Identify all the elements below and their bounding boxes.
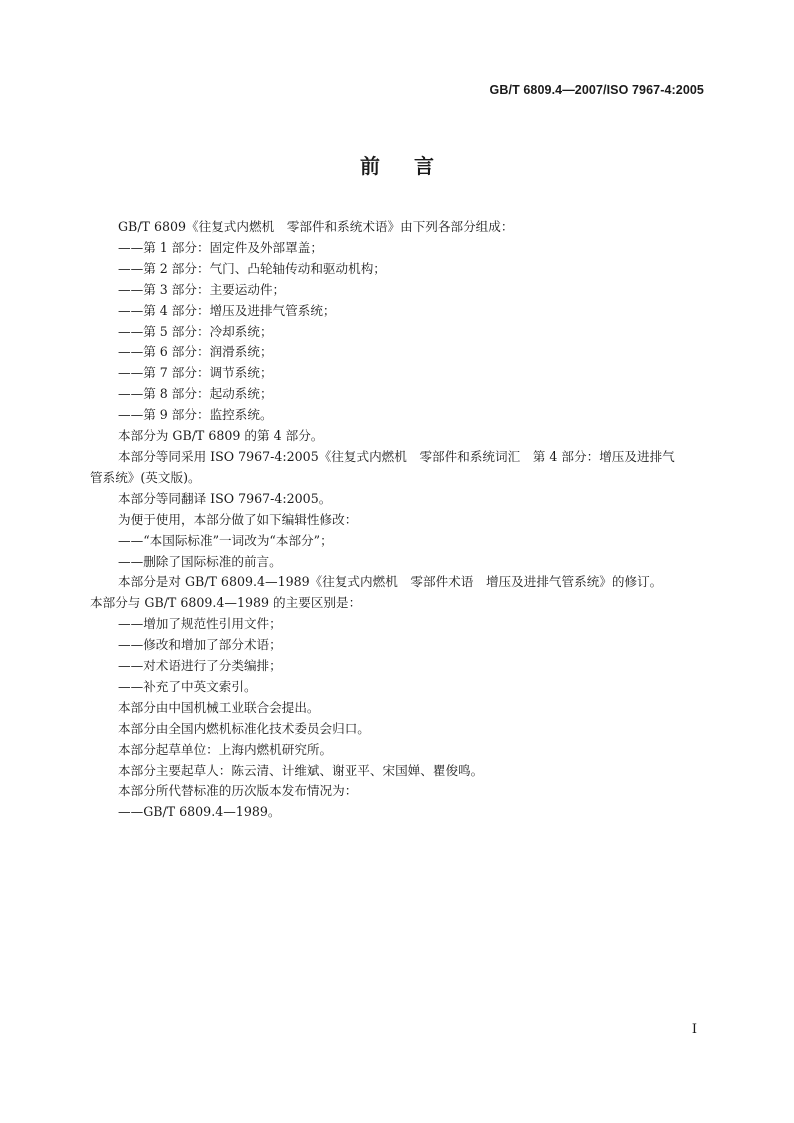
- body-line: ——第 3 部分：主要运动件；: [118, 281, 286, 297]
- body-line: 本部分是对 GB/T 6809.4—1989《往复式内燃机 零部件术语 增压及进排气管系统》的修订。: [118, 574, 663, 590]
- body-line: 本部分所代替标准的历次版本发布情况为：: [118, 783, 358, 799]
- body-line: ——第 1 部分：固定件及外部罩盖；: [118, 239, 323, 255]
- standard-code-header: GB/T 6809.4—2007/ISO 7967-4:2005: [489, 83, 704, 97]
- page-number: I: [691, 1022, 697, 1037]
- body-line: ——第 9 部分：监控系统。: [118, 407, 273, 423]
- body-line: ——增加了规范性引用文件；: [118, 616, 282, 632]
- page-title: 前言: [360, 154, 468, 178]
- body-line: ——第 4 部分：增压及进排气管系统；: [118, 302, 336, 318]
- body-line: ——补充了中英文索引。: [118, 678, 257, 694]
- body-line: 本部分主要起草人：陈云清、计维斌、谢亚平、宋国婵、瞿俊鸣。: [118, 762, 484, 778]
- body-line: ——修改和增加了部分术语；: [118, 637, 282, 653]
- body-line: ——第 7 部分：调节系统；: [118, 365, 273, 381]
- body-line: 本部分起草单位：上海内燃机研究所。: [118, 741, 333, 757]
- body-line: 本部分与 GB/T 6809.4—1989 的主要区别是：: [90, 595, 362, 611]
- body-line: 本部分由全国内燃机标准化技术委员会归口。: [118, 720, 370, 736]
- body-line: GB/T 6809《往复式内燃机 零部件和系统术语》由下列各部分组成：: [118, 219, 514, 234]
- body-line: ——第 5 部分：冷却系统；: [118, 323, 273, 339]
- body-line: 本部分为 GB/T 6809 的第 4 部分。: [118, 428, 324, 444]
- body-line: 为便于使用，本部分做了如下编辑性修改：: [118, 511, 358, 527]
- foreword-body: [90, 217, 706, 823]
- body-line: 本部分由中国机械工业联合会提出。: [118, 699, 320, 715]
- body-line: ——“本国际标准”一词改为“本部分”；: [118, 532, 333, 548]
- body-line: 管系统》(英文版)。: [90, 469, 201, 485]
- body-line: ——第 8 部分：起动系统；: [118, 386, 273, 402]
- body-line: ——第 2 部分：气门、凸轮轴传动和驱动机构；: [118, 260, 386, 276]
- body-line: ——对术语进行了分类编排；: [118, 658, 282, 674]
- body-line: ——GB/T 6809.4—1989。: [118, 804, 281, 820]
- body-line: 本部分等同翻译 ISO 7967-4:2005。: [118, 490, 332, 506]
- body-line: ——删除了国际标准的前言。: [118, 553, 282, 569]
- body-line: 本部分等同采用 ISO 7967-4:2005《往复式内燃机 零部件和系统词汇 第 4 部分：增压及进排气: [118, 448, 675, 464]
- body-line: ——第 6 部分：润滑系统；: [118, 344, 273, 360]
